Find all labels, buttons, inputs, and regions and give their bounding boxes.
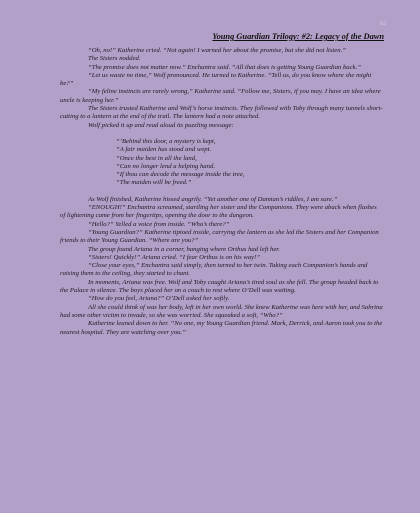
verse-line: “Can no longer lend a helping hand.	[116, 162, 216, 170]
running-header-title: Young Guardian Trilogy: #2: Legacy of the Dawn	[212, 32, 384, 41]
paragraph: “My feline instincts are rarely wrong,” Katherine said. “Follow me, Sisters, if you may. I have an idea where uncle is keeping her.”	[60, 88, 381, 104]
paragraph: “Oh, no!” Katherine cried. “Not again! I warned her about the promise, but she did not listen.”	[88, 47, 346, 54]
paragraph: “Let us waste no time,” Wolf pronounced. He turned to Katherine. “Tell us, do you know where she might be?”	[60, 71, 372, 88]
verse-line: “If thou can decode the message inside the tree,	[116, 171, 245, 179]
paragraph: Wolf picked it up and read aloud its puzzling message:	[88, 121, 234, 129]
paragraph: “Hello?” Yelled a voice from inside. “Who’s there?”	[88, 220, 230, 228]
paragraph: “ENOUGH!” Enchantra screamed, startling her sister and the Companions. They were aback when flashes of lightening came from her fingertips, opening the door to the dungeon.	[60, 204, 377, 220]
verse-line: “The maiden will be freed.”	[116, 179, 192, 187]
verse-line: “’Behind this door, a mystery is kept,	[116, 137, 216, 145]
page-number: 62	[380, 21, 386, 27]
paragraph: In moments, Ariana was free. Wolf and Toby caught Ariana’s tired soul as she fell. The group headed back to the Palace in silence. The boys placed her on a couch to rest where O’Dell was waiting.	[60, 278, 379, 295]
riddle-verse	[60, 138, 383, 188]
paragraph: “Young Guardian?” Katherine tiptoed inside, carrying the lantern as she led the Sisters and her Companion friends to their Young Guardian. “Where are you?”	[60, 228, 379, 245]
paragraph: All she could think of was her body, left in her own world. She knew Katherine was here with her, and Sabrina had some other victim to invade, so she was worried. She squeaked a soft, “Who?”	[60, 303, 383, 319]
paragraph: “Sisters! Quickly!” Ariana cried. “I fear Orthus is on his way!”	[88, 253, 261, 261]
paragraph: Katherine leaned down to her. “No one, my Young Guardian friend. Mark, Derrick, and Aaron took you to the nearest hospital. They are watching over you.”	[60, 320, 383, 336]
paragraph: The Sisters nodded.	[88, 55, 141, 63]
paragraph: “How do you feel, Ariana?” O’Dell asked her softly.	[88, 295, 230, 303]
paragraph: The Sisters trusted Katherine and Wolf’s horse instincts. They followed with Toby through many tunnels short-cutting to a lantern at the end of the trail. The lantern had a note attached.	[60, 105, 383, 121]
verse-line: “Once the best in all the land,	[116, 154, 197, 162]
paragraph: As Wolf finished, Katherine hissed angrily. “Yet another one of Damian’s riddles, I am sure.”	[88, 195, 338, 203]
page-body	[60, 47, 383, 337]
verse-line: “A fair maiden has stood and wept.	[116, 146, 212, 154]
paragraph: “Close your eyes,” Enchantra said simply, then turned to her twin. Taking each Companion’s hands and raising them to the ceiling, they started to chant.	[60, 262, 368, 278]
paragraph: “The promise does not matter now.” Enchantra said. “All that does is getting Young Guardian back.”	[88, 63, 361, 71]
paragraph: The group found Ariana in a corner, hanging where Orthus had left her.	[88, 245, 280, 253]
